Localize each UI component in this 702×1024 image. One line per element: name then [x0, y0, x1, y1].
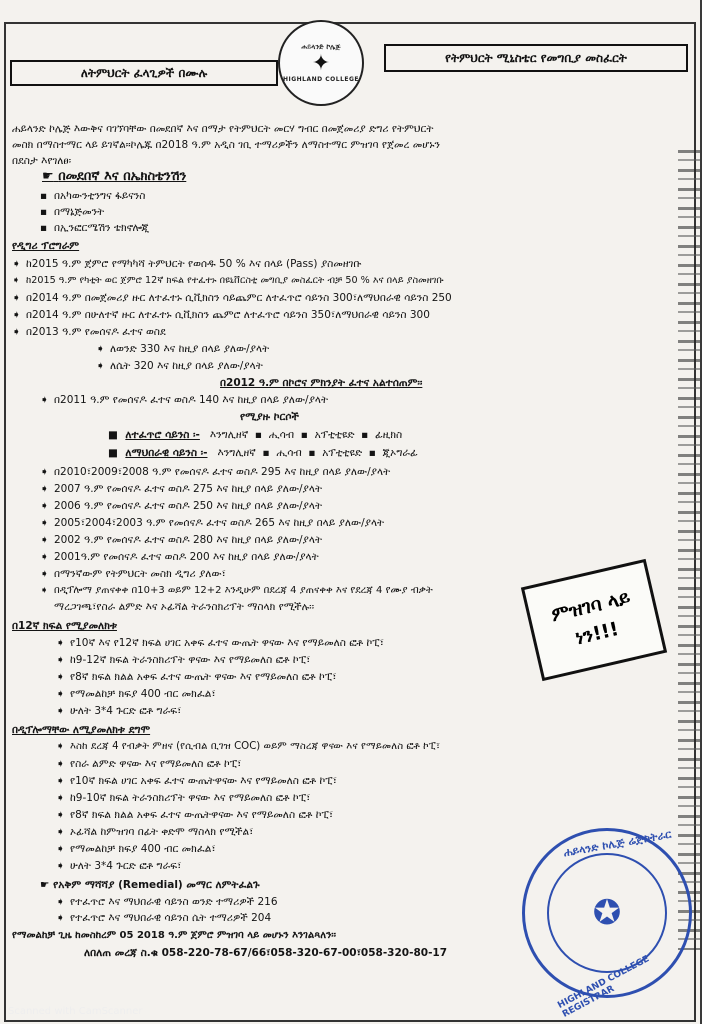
registrar-seal [522, 827, 692, 1020]
docsdip-item: ➧ የ10ኛ ክፍል ሀገር አቀፍ ፈተና ውጤትዋናው እና የማይመለስ ፎቶ ኮፒ፣ [56, 775, 337, 787]
docsdip-item: ➧ የ8ኛ ክፍል ክልል አቀፍ ፈተና ውጤትዋናው እና የማይመለስ ፎቶ ኮፒ፣ [56, 809, 334, 821]
degree-rule: ➧ በ2014 ዓ.ም በመጀመሪያ ዙር ለተፈተኑ ሲቪክስን ሳይጨምር ለተፈጥሮ ሳይንስ 300፣ለማህበራዊ ሳይንስ 250 [12, 292, 452, 304]
docs12-item: ➧ የማመልከቻ ክፍያ 400 ብር መክፈል፣ [56, 688, 216, 700]
y2013-female: ➧ ለሴት 320 እና ከዚያ በላይ ያለው/ያላት [96, 360, 263, 372]
arrow-bullet-icon: ➧ [56, 775, 65, 787]
arrow-bullet-icon: ➧ [40, 394, 49, 406]
arrow-bullet-icon: ➧ [12, 309, 21, 321]
docsdip-item: ➧ እስከ ደረጃ 4 የብቃት ምዘና (የሲብል ቢገዝ COC) ወይም ማስረጃ ዋናው እና የማይመለስ ፎቶ ኮፒ፣ [56, 741, 441, 752]
header-left-text: ለትምህርት ፈላጊዎች በሙሉ [80, 65, 208, 80]
year-rule: ➧ 2005፣2004፣2003 ዓ.ም የመሰናዶ ፈተና ወስዶ 265 እና ከዚያ በላይ ያለው/ያላት [40, 517, 385, 529]
docs12-heading: በ12ኛ ክፍል የሚያመለክቱ [12, 620, 117, 632]
arrow-bullet-icon: ➧ [56, 637, 65, 649]
arrow-bullet-icon: ➧ [56, 843, 65, 855]
arrow-bullet-icon: ➧ [56, 792, 65, 804]
seal-top-text: ሐይላንድ ኮሌጅ ሬጅስትራር [562, 827, 673, 860]
courses-title: የሚያዙ ኮርሶች [240, 411, 299, 423]
year-rule: ➧ 2002 ዓ.ም የመሰናዶ ፈተና ወስዶ 280 እና ከዚያ በላይ ያለው/ያላት [40, 534, 323, 546]
square-bullet-icon: ▪ [40, 222, 48, 234]
remedial-item: ➧ የተፈጥሮ እና ማህበራዊ ሳይንስ ወንድ ተማሪዎች 216 [56, 896, 278, 908]
arrow-bullet-icon: ➧ [56, 705, 65, 717]
logo-bottom-text: HIGHLAND COLLEGE [282, 76, 360, 83]
square-bullet-icon: ■ [108, 447, 118, 459]
arrow-bullet-icon: ➧ [40, 534, 49, 546]
remedial-item: ➧ የተፈጥሮ እና ማህበራዊ ሳይንስ ሴት ተማሪዎች 204 [56, 912, 272, 924]
year-rule-continued: ማረጋገጫ፣የስራ ልምድ እና ኦፊሻል ትራንስክሪፕት ማስላክ የሚችሉ፡፡ [54, 601, 315, 613]
degree-program-heading: የዲግሪ ፕሮግራም [12, 240, 80, 252]
stamp-line-2: ነን!!! [573, 618, 621, 650]
arrow-bullet-icon: ➧ [56, 860, 65, 872]
square-bullet-icon: ■ [108, 429, 118, 441]
arrow-bullet-icon: ➧ [40, 585, 49, 596]
docsdip-heading: በዲፕሎማቸው ለሚያመለክቱ ደግሞ [12, 724, 151, 736]
arrow-bullet-icon: ➧ [40, 517, 49, 529]
seal-emblem-icon: ✪ [547, 853, 667, 973]
scanner-watermark: Scanned with CamScanner [8, 1006, 143, 1017]
header-left-box [10, 60, 278, 86]
header-right-box [384, 44, 688, 72]
year-rule: ➧ በ2010፣2009፣2008 ዓ.ም የመሰናዶ ፈተና ወስዶ 295 እና ከዚያ በላይ ያለው/ያላት [40, 466, 391, 478]
docsdip-item: ➧ ሁለት 3*4 ጉርድ ፎቶ ግራፍ፣ [56, 860, 182, 872]
year-rule: ➧ 2007 ዓ.ም የመሰናዶ ፈተና ወስዶ 275 እና ከዚያ በላይ ያለው/ያላት [40, 483, 323, 495]
stamp-line-1: ምዝገባ ላይ [549, 586, 633, 627]
course-label: ለማህበራዊ ሳይንስ ፡- [125, 447, 208, 459]
docsdip-item: ➧ ኦፊሻል ከምዝገባ በፊት ቀድሞ ማስላክ የሚችል፣ [56, 826, 254, 838]
college-logo [278, 20, 364, 106]
hand-pointer-icon: ☛ [42, 169, 54, 184]
year-rule: ➧ 2001ዓ.ም የመሰናዶ ፈተና ወስዶ 200 እና ከዚያ በላይ ያለው/ያላት [40, 551, 319, 563]
logo-emblem-icon: ✦ [311, 51, 331, 76]
intro-line-2: መስክ በማስተማር ላይ ይገኛል።ኮሌጁ በ2018 ዓ.ም አዲስ ገቢ ተማሪዎችን ለማስተማር ምዝገባ የጀመረ መሆኑን [12, 139, 441, 151]
docs12-item: ➧ የ10ኛ እና የ12ኛ ክፍል ሀገር አቀፍ ፈተና ውጤት ዋናው እና የማይመለስ ፎቶ ኮፒ፣ [56, 637, 384, 649]
logo-top-text: ሐይላንድ ኮሌጅ [301, 43, 341, 51]
y2012-note: በ2012 ዓ.ም በኮሮና ምክንያት ፈተና አልተሰጠም፡፡ [220, 377, 423, 389]
docsdip-item: ➧ ከ9-10ኛ ክፍል ትራንስክሪፕት ዋናው እና የማይመለስ ፎቶ ኮፒ፣ [56, 792, 311, 804]
docs12-item: ➧ ሁለት 3*4 ጉርድ ፎቶ ግራፍ፣ [56, 705, 182, 717]
square-bullet-icon: ▪ [40, 206, 48, 218]
arrow-bullet-icon: ➧ [12, 292, 21, 304]
arrow-bullet-icon: ➧ [40, 568, 49, 580]
contact-phones: ለበለጠ መረጃ ስ.ቁ 058-220-78-67/66፣058-320-67-00፣058-320-80-17 [84, 947, 448, 959]
arrow-bullet-icon: ➧ [40, 551, 49, 563]
intro-line-1: ሐይላንድ ኮሌጅ እውቅና ባገኘባቸው በመደበኛ እና በማታ የትምህርት መርሃ ግብር በመጀመሪያ ድግሪ የትምህርት [12, 123, 434, 135]
arrow-bullet-icon: ➧ [56, 758, 65, 770]
header-right-text: የትምህርት ሚኒስቴር የመግቢያ መስፈርት [445, 50, 627, 65]
arrow-bullet-icon: ➧ [56, 741, 65, 752]
year-rule: ➧ 2006 ዓ.ም የመሰናዶ ፈተና ወስዶ 250 እና ከዚያ በላይ ያለው/ያላት [40, 500, 323, 512]
arrow-bullet-icon: ➧ [96, 343, 105, 355]
docs12-item: ➧ ከ9-12ኛ ክፍል ትራንስክሪፕት ዋናው እና የማይመለስ ፎቶ ኮፒ፣ [56, 654, 311, 666]
y2013-male: ➧ ለወንድ 330 እና ከዚያ በላይ ያለው/ያላት [96, 343, 270, 355]
degree-rule: ➧ በ2013 ዓ.ም የመሰናዶ ፈተና ወስደ [12, 326, 166, 338]
registration-date-line: የማመልከቻ ጊዜ ከመስከረም 05 2018 ዓ.ም ጀምሮ ምዝገባ ላይ መሆኑን እንገልጻለን፡፡ [12, 930, 337, 941]
arrow-bullet-icon: ➧ [40, 500, 49, 512]
arrow-bullet-icon: ➧ [56, 826, 65, 838]
arrow-bullet-icon: ➧ [56, 896, 65, 908]
year-rule: ➧ በማንኛውም የትምህርት መስክ ዲግሪ ያለው፣ [40, 568, 226, 580]
course-row-natural: ■ ለተፈጥሮ ሳይንስ ፡- እንግሊዘኛ ▪ ሒሳብ ▪ አፕቲቲዩድ ▪ ፊዚክስ [108, 429, 403, 441]
arrow-bullet-icon: ➧ [40, 466, 49, 478]
docs12-item: ➧ የ8ኛ ክፍል ክልል አቀፍ ፈተና ውጤት ዋናው እና የማይመለስ ፎቶ ኮፒ፣ [56, 671, 337, 683]
program-title [42, 170, 186, 184]
arrow-bullet-icon: ➧ [12, 326, 21, 338]
program-item: ▪ በአካውንቲንግና ፋይናንስ [40, 190, 146, 202]
arrow-bullet-icon: ➧ [56, 671, 65, 683]
arrow-bullet-icon: ➧ [12, 258, 21, 270]
arrow-bullet-icon: ➧ [56, 809, 65, 821]
hand-pointer-icon: ☛ [40, 879, 50, 891]
degree-rule: ➧ ከ2015 ዓ.ም የካቲት ወር ጀምሮ 12ኛ ክፍል የተፈተኑ በዩኒቨርስቲ መግቢያ መስፈርት ብቻ 50 % እና በላይ ያስመዘገቡ [12, 275, 444, 286]
course-row-social: ■ ለማህበራዊ ሳይንስ ፡- እንግሊዘኛ ▪ ሒሳብ ▪ አፕቲቲዩድ ▪ ጂኦግራፊ [108, 447, 418, 459]
degree-rule: ➧ በ2014 ዓ.ም በሁለተኛ ዙር ለተፈተኑ ሲቪክስን ጨምሮ ለተፈጥሮ ሳይንስ 350፣ለማህበራዊ ሳይንስ 300 [12, 309, 430, 321]
y2011-rule: ➧ በ2011 ዓ.ም የመሰናዶ ፈተና ወስዶ 140 እና ከዚያ በላይ ያለው/ያላት [40, 394, 329, 406]
intro-line-3: በደስታ እየገለፀ፡ [12, 155, 72, 167]
degree-rule: ➧ ከ2015 ዓ.ም ጀምሮ የማካካሻ ትምህርት የወሰዱ 50 % እና በላይ (Pass) ያስመዘገቡ [12, 258, 362, 270]
docsdip-item: ➧ የስራ ልምድ ዋናው እና የማይመለስ ፎቶ ኮፒ፣ [56, 758, 242, 770]
arrow-bullet-icon: ➧ [56, 912, 65, 924]
arrow-bullet-icon: ➧ [56, 688, 65, 700]
remedial-heading: ☛ የአቅም ማሻሻያ (Remedial) መማር ለምትፈልጉ [40, 879, 260, 891]
arrow-bullet-icon: ➧ [56, 654, 65, 666]
square-bullet-icon: ▪ [40, 190, 48, 202]
program-title-text: በመደበኛ እና በኤክስቴንሽን [58, 169, 187, 184]
year-rule: ➧ በዲፕሎማ ያጠናቀቀ በ10+3 ወይም 12+2 እንዲሁም በደረጃ 4 ያጠናቀቀ እና የደረጃ 4 የሙያ ብቃት [40, 585, 433, 596]
arrow-bullet-icon: ➧ [40, 483, 49, 495]
seal-bottom-text: HIGHLAND COLLEGE REGISTRAR [556, 954, 652, 1020]
docsdip-item: ➧ የማመልከቻ ክፍያ 400 ብር መክፈል፣ [56, 843, 216, 855]
program-item: ▪ በማኔጅመንት [40, 206, 105, 218]
arrow-bullet-icon: ➧ [96, 360, 105, 372]
scan-noise-edge [678, 150, 700, 950]
program-item: ▪ በኢንፎርሜሽን ቴክኖሎጂ [40, 222, 150, 234]
course-label: ለተፈጥሮ ሳይንስ ፡- [125, 429, 200, 441]
arrow-bullet-icon: ➧ [12, 275, 21, 286]
